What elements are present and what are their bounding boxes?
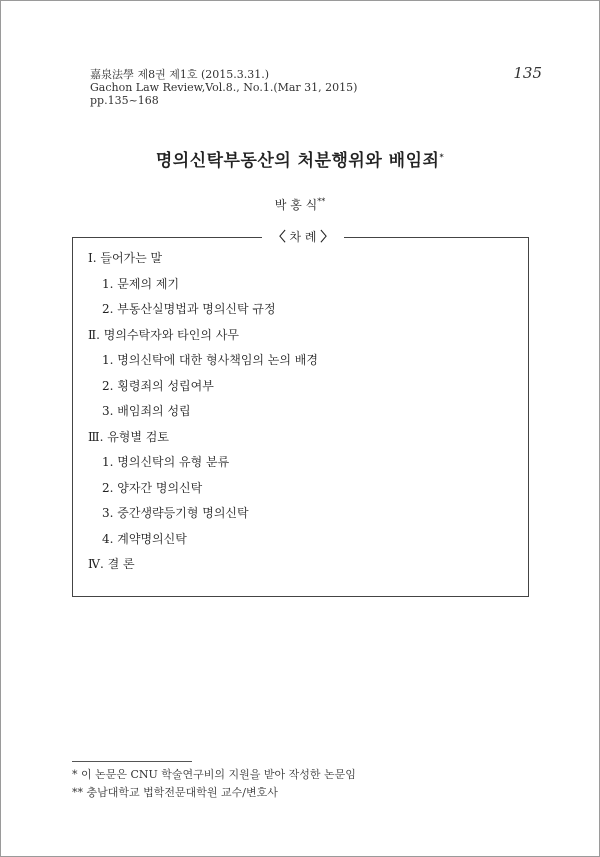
author-name: 박 홍 식	[274, 198, 318, 212]
toc-section-2: Ⅱ. 명의수탁자와 타인의 사무	[88, 327, 239, 342]
footnotes	[72, 766, 356, 802]
author	[0, 196, 600, 213]
paper-title-text: 명의신탁부동산의 처분행위와 배임죄	[155, 151, 440, 171]
page-range: pp.135~168	[90, 94, 159, 107]
toc-left-bracket: 〈	[272, 230, 286, 245]
toc-subsection: 3. 중간생략등기형 명의신탁	[102, 506, 249, 520]
toc-subsection: 1. 명의신탁의 유형 분류	[102, 455, 230, 469]
toc-subsection: 3. 배임죄의 성립	[102, 404, 191, 418]
toc-heading-text: 차 례	[289, 230, 317, 244]
title-footnote-mark: *	[439, 151, 445, 162]
footnote-2: ** 충남대학교 법학전문대학원 교수/변호사	[72, 786, 278, 799]
toc-right-bracket: 〉	[320, 230, 334, 245]
footnote-divider	[72, 761, 192, 762]
toc-subsection: 2. 양자간 명의신탁	[102, 480, 203, 495]
journal-citation-english: Gachon Law Review,Vol.8., No.1.(Mar 31, 2015)	[90, 81, 358, 94]
toc-list	[88, 250, 318, 582]
author-footnote-mark: **	[317, 197, 326, 206]
toc-section-4: Ⅳ. 결 론	[88, 557, 135, 571]
toc-subsection: 2. 부동산실명법과 명의신탁 규정	[102, 302, 276, 316]
toc-subsection: 2. 횡령죄의 성립여부	[102, 378, 214, 393]
paper-title	[0, 146, 600, 171]
toc-section-1: Ⅰ. 들어가는 말	[88, 251, 163, 265]
toc-section-3: Ⅲ. 유형별 검토	[88, 429, 169, 444]
footnote-1: * 이 논문은 CNU 학술연구비의 지원을 받아 작성한 논문임	[72, 768, 356, 781]
journal-citation-korean: 嘉泉法學 제8권 제1호 (2015.3.31.)	[90, 68, 270, 81]
toc-heading	[262, 230, 344, 245]
toc-subsection: 1. 문제의 제기	[102, 276, 180, 291]
journal-header	[90, 68, 357, 107]
toc-subsection: 1. 명의신탁에 대한 형사책임의 논의 배경	[102, 353, 318, 367]
page-number: 135	[513, 64, 542, 82]
toc-subsection: 4. 계약명의신탁	[102, 531, 187, 546]
